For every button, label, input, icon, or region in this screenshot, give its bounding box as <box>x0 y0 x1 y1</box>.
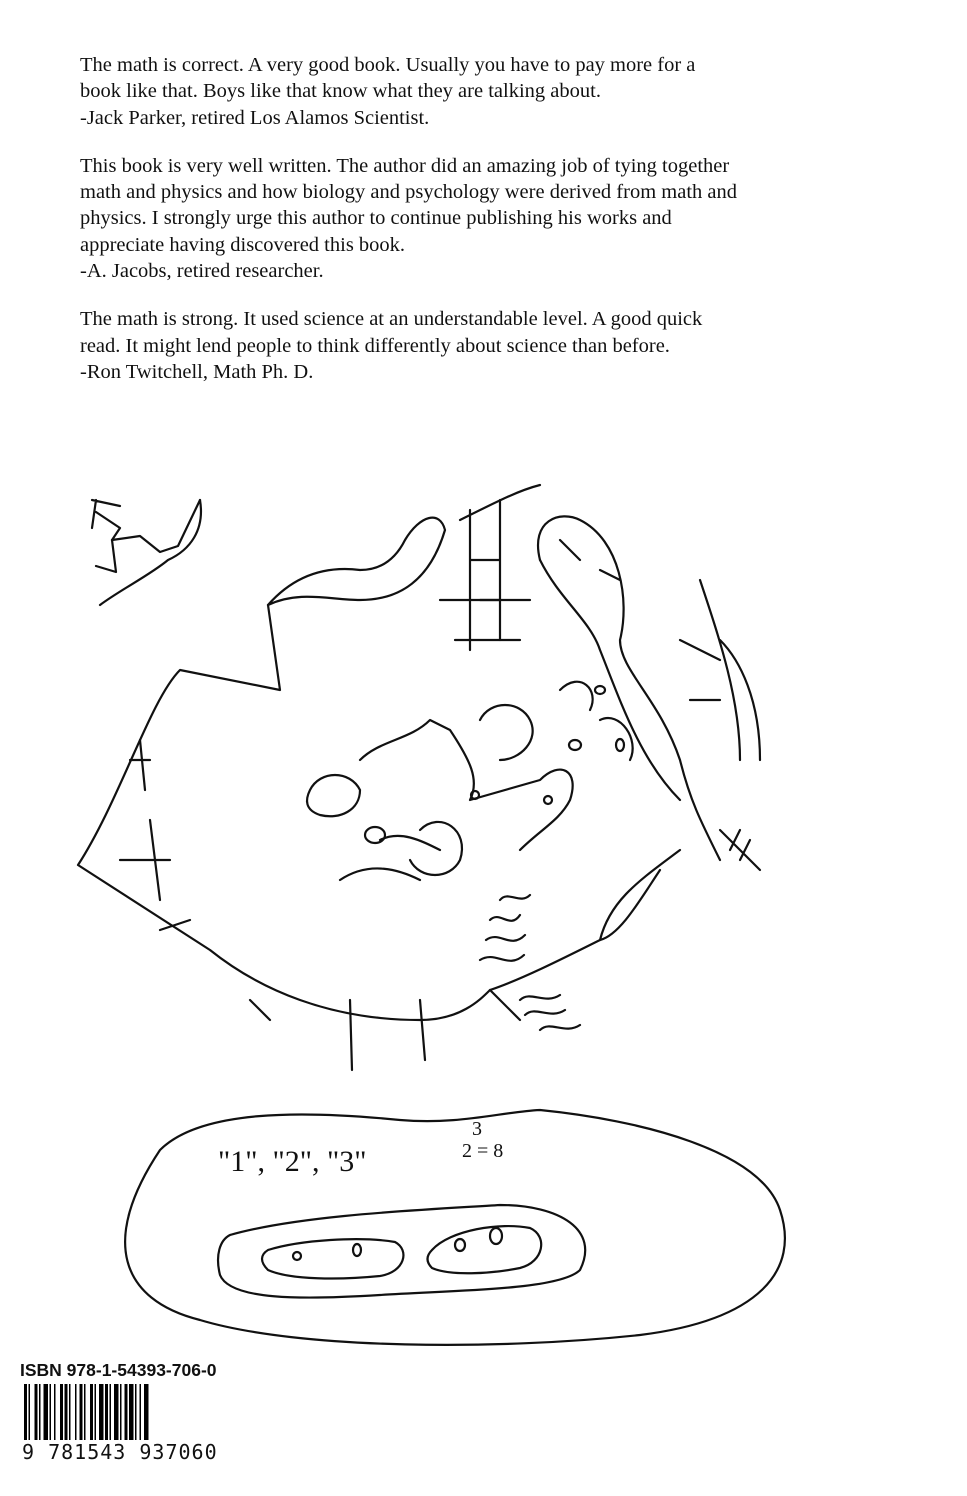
barcode-bar <box>80 1384 83 1448</box>
review-author: -A. Jacobs, retired researcher. <box>80 260 324 283</box>
barcode-bar <box>84 1384 86 1448</box>
barcode-bar <box>24 1384 27 1448</box>
formula-base: 2 = 8 <box>462 1140 504 1162</box>
barcode-digits: 9 781543 937060 <box>22 1440 218 1464</box>
barcode-bar <box>29 1384 31 1448</box>
isbn-label: ISBN 978-1-54393-706-0 <box>20 1360 217 1380</box>
barcode-bar <box>54 1384 56 1448</box>
numbers-label: "1", "2", "3" <box>218 1145 367 1178</box>
barcode-bar <box>144 1384 149 1448</box>
isbn-barcode <box>24 1384 216 1448</box>
barcode-bar <box>105 1384 108 1448</box>
barcode-bar <box>120 1384 122 1448</box>
review-2 <box>80 153 880 284</box>
barcode-bar <box>140 1384 142 1448</box>
barcode-bar <box>50 1384 52 1448</box>
barcode-bar <box>99 1384 104 1448</box>
barcode-bar <box>125 1384 128 1448</box>
barcode-bar <box>69 1384 71 1448</box>
review-text: The math is strong. It used science at an understandable level. A good quick read. It might lend people to think differently about science than before. <box>80 308 703 357</box>
barcode-bar <box>35 1384 38 1448</box>
barcode-bar <box>90 1384 93 1448</box>
barcode-bar <box>129 1384 134 1448</box>
barcode-bar <box>75 1384 77 1448</box>
barcode-bar <box>110 1384 112 1448</box>
barcode-bar <box>135 1384 137 1448</box>
reviews-section <box>80 52 880 407</box>
review-3 <box>80 306 880 385</box>
barcode-bar <box>114 1384 119 1448</box>
barcode-bar <box>95 1384 97 1448</box>
barcode-bar <box>44 1384 49 1448</box>
review-text: The math is correct. A very good book. Usually you have to pay more for a book like that. Boys like that know what they are talking about. <box>80 54 696 103</box>
review-author: -Jack Parker, retired Los Alamos Scientist. <box>80 106 430 129</box>
barcode-bar <box>65 1384 68 1448</box>
formula-exponent: 3 <box>472 1118 482 1140</box>
review-1 <box>80 52 880 131</box>
review-author: -Ron Twitchell, Math Ph. D. <box>80 360 314 383</box>
barcode-bar <box>39 1384 41 1448</box>
review-text: This book is very well written. The author did an amazing job of tying together math and physics and how biology and psychology were derived from math and physics. I strongly urge this author to continue publishing his works and appreciate having discovered this book. <box>80 154 737 256</box>
hand-drawn-illustration <box>0 470 967 1350</box>
barcode-bar <box>60 1384 63 1448</box>
